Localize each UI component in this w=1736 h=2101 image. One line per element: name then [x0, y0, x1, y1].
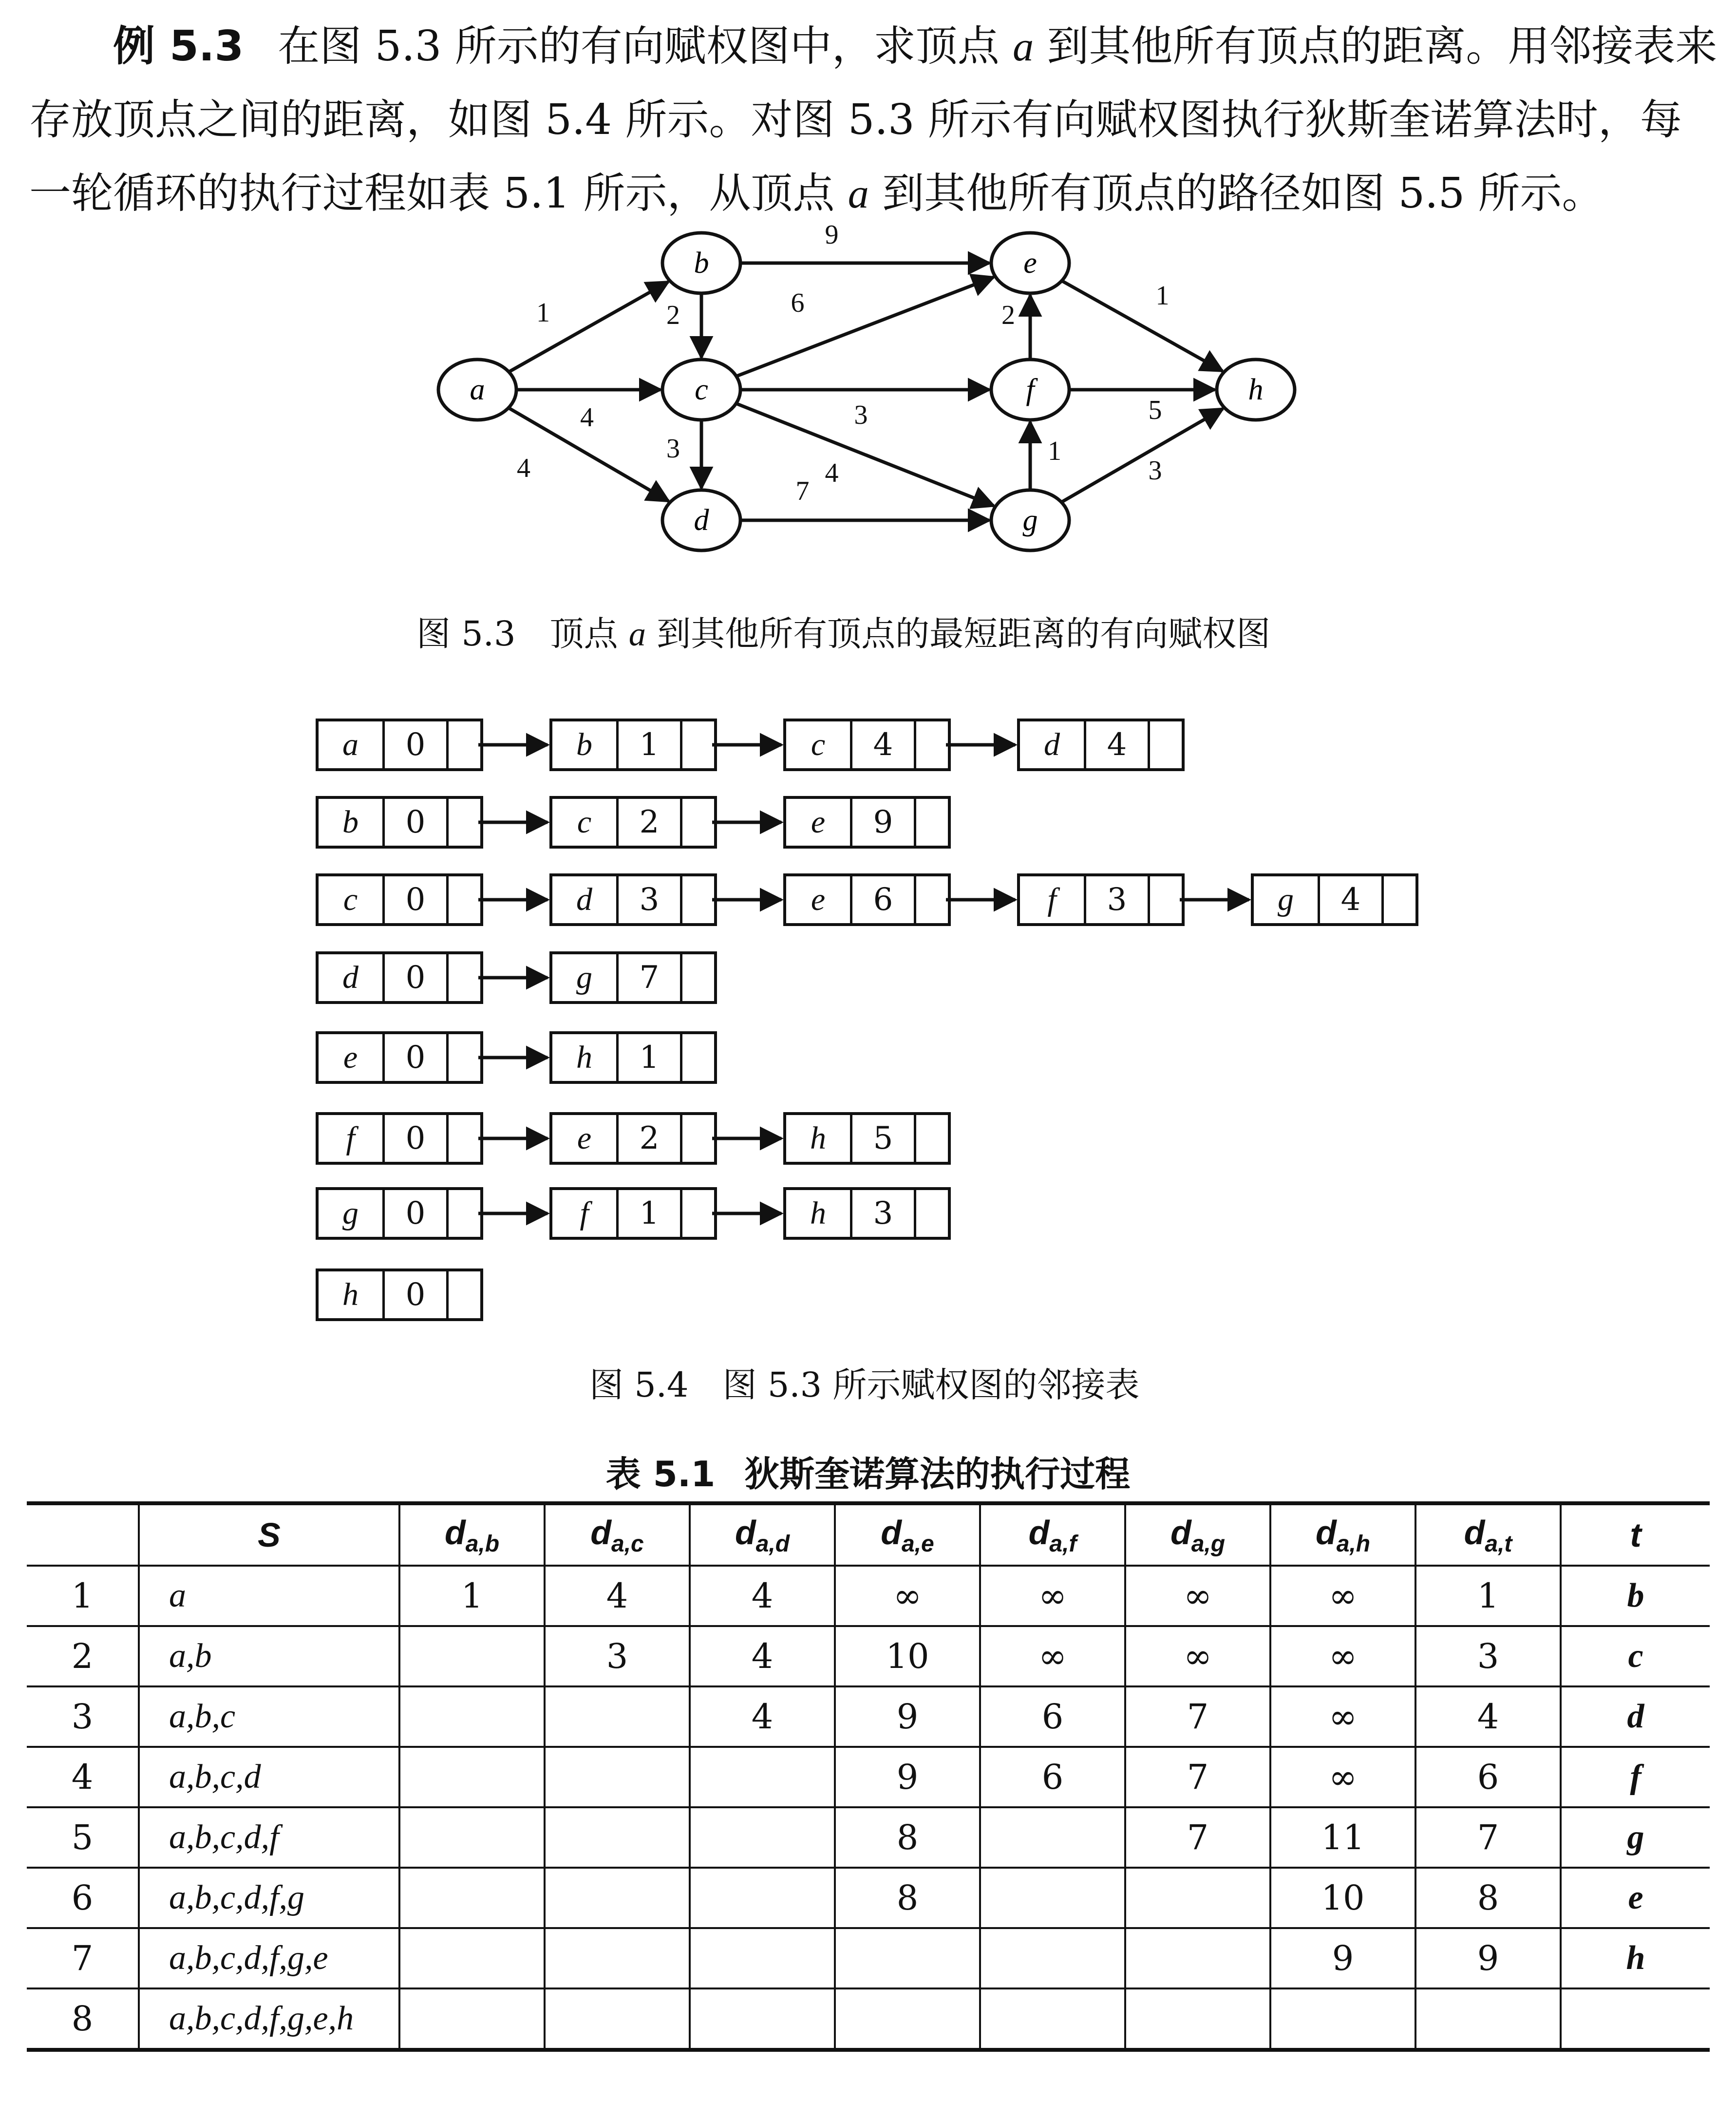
table-cell: 9: [835, 1747, 980, 1807]
adj-node-weight: 0: [385, 1271, 449, 1318]
adj-node-vertex: c: [786, 721, 852, 768]
adj-node-weight: 2: [619, 1115, 682, 1162]
adj-node-pointer: [1384, 876, 1415, 923]
adj-node-vertex: c: [319, 876, 385, 923]
table-cell: [690, 1807, 835, 1868]
table-cell: 3: [545, 1626, 690, 1686]
table-row: [27, 1566, 1710, 1626]
table-cell: 1: [27, 1566, 139, 1626]
table-cell: [980, 1868, 1125, 1928]
table-cell: [690, 1868, 835, 1928]
table-cell: [835, 1928, 980, 1988]
adj-node-weight: 3: [852, 1190, 916, 1237]
graph-node-label-a: a: [470, 373, 485, 406]
adj-node-pointer: [682, 1115, 714, 1162]
table-cell: [980, 1807, 1125, 1868]
table-cell: 7: [1125, 1807, 1270, 1868]
edge-weight-f-e: 2: [1001, 300, 1015, 330]
adj-node-vertex: h: [786, 1115, 852, 1162]
table-cell: [1125, 1868, 1270, 1928]
table-cell: 2: [27, 1626, 139, 1686]
table-cell: 6: [980, 1747, 1125, 1807]
edge-weight-a-b: 1: [536, 298, 550, 328]
table-cell: [980, 1988, 1125, 2050]
table-cell: 4: [1415, 1686, 1561, 1747]
table-cell: 1: [1415, 1566, 1561, 1626]
graph-node-label-e: e: [1023, 246, 1037, 280]
adj-node-pointer: [916, 876, 948, 923]
adj-node-vertex: g: [1254, 876, 1320, 923]
table-cell: a,b,c: [139, 1686, 399, 1747]
adj-node-pointer: [449, 876, 480, 923]
adj-node-h-row-7: [783, 1187, 951, 1240]
table-cell: 5: [27, 1807, 139, 1868]
edge-weight-c-e: 6: [791, 288, 805, 318]
adj-node-vertex: f: [1020, 876, 1086, 923]
table-row: [27, 1626, 1710, 1686]
adj-node-b-row-1: [549, 719, 717, 771]
table-cell: 8: [835, 1807, 980, 1868]
adj-node-vertex: e: [786, 876, 852, 923]
table-cell: 9: [1270, 1928, 1415, 1988]
table-header-0: [27, 1503, 139, 1566]
adj-node-vertex: c: [552, 799, 619, 846]
table-body: [27, 1566, 1710, 2050]
adj-node-vertex: g: [552, 954, 619, 1001]
table-cell: a,b,c,d,f: [139, 1807, 399, 1868]
figure-5-3-caption: 图 5.3 顶点 a 到其他所有顶点的最短距离的有向赋权图: [416, 614, 1271, 654]
adj-node-vertex: f: [552, 1190, 619, 1237]
adj-node-weight: 0: [385, 799, 449, 846]
adj-node-vertex: d: [319, 954, 385, 1001]
table-cell: 10: [1270, 1868, 1415, 1928]
table-cell: e: [1561, 1868, 1710, 1928]
table-cell: [545, 1747, 690, 1807]
adj-node-b-row-2: [316, 796, 483, 849]
adj-node-pointer: [449, 721, 480, 768]
table-cell: [399, 1928, 545, 1988]
adj-node-weight: 2: [619, 799, 682, 846]
table-cell: [545, 1928, 690, 1988]
table-row: [27, 1807, 1710, 1868]
table-cell: 9: [835, 1686, 980, 1747]
table-cell: [980, 1928, 1125, 1988]
adj-node-e-row-3: [783, 873, 951, 926]
figure-5-4-caption: 图 5.4 图 5.3 所示赋权图的邻接表: [589, 1365, 1140, 1405]
edge-weight-c-d: 3: [666, 434, 680, 464]
table-header-2: $d_{a,b}$: [399, 1503, 545, 1566]
adj-node-vertex: b: [319, 799, 385, 846]
adj-node-weight: 6: [852, 876, 916, 923]
table-cell: a,b,c,d,f,g: [139, 1868, 399, 1928]
adj-node-weight: 5: [852, 1115, 916, 1162]
adj-node-vertex: f: [319, 1115, 385, 1162]
table-cell: [1125, 1988, 1270, 2050]
graph-node-label-c: c: [695, 373, 708, 406]
edge-weight-g-f: 1: [1048, 436, 1061, 466]
table-cell: 7: [1125, 1686, 1270, 1747]
table-cell: a: [139, 1566, 399, 1626]
table-cell: 8: [27, 1988, 139, 2050]
adj-node-weight: 0: [385, 1034, 449, 1081]
adj-node-pointer: [682, 1190, 714, 1237]
table-cell: a,b,c,d,f,g,e,h: [139, 1988, 399, 2050]
graph-node-label-d: d: [694, 504, 709, 537]
edge-weight-b-c: 2: [666, 300, 680, 330]
table-cell: 3: [27, 1686, 139, 1747]
table-cell: 7: [27, 1928, 139, 1988]
table-cell: a,b,c,d: [139, 1747, 399, 1807]
table-cell: [399, 1807, 545, 1868]
table-cell: [1125, 1928, 1270, 1988]
adj-node-h-row-8: [316, 1268, 483, 1321]
adj-node-e-row-6: [549, 1112, 717, 1165]
adj-node-pointer: [682, 1034, 714, 1081]
table-cell: ∞: [1125, 1626, 1270, 1686]
graph-node-label-g: g: [1022, 504, 1038, 537]
adj-node-pointer: [449, 1190, 480, 1237]
table-cell: [399, 1868, 545, 1928]
dijkstra-execution-table: [27, 1501, 1710, 2052]
edge-weight-a-c: 4: [580, 402, 594, 433]
intro-line-3: 一轮循环的执行过程如表 5.1 所示，从顶点 a 到其他所有顶点的路径如图 5.5 所示。: [29, 169, 1604, 218]
adj-node-d-row-4: [316, 951, 483, 1004]
adj-node-pointer: [449, 799, 480, 846]
adj-node-vertex: h: [319, 1271, 385, 1318]
table-row: [27, 1868, 1710, 1928]
table-cell: 10: [835, 1626, 980, 1686]
table-cell: [545, 1807, 690, 1868]
adj-node-weight: 4: [1320, 876, 1384, 923]
adj-node-pointer: [682, 876, 714, 923]
table-cell: d: [1561, 1686, 1710, 1747]
edge-weight-g-h: 3: [1148, 455, 1162, 486]
edge-weight-f-h: 5: [1148, 395, 1162, 425]
adj-node-weight: 0: [385, 954, 449, 1001]
table-cell: 8: [835, 1868, 980, 1928]
table-cell: ∞: [1125, 1566, 1270, 1626]
adj-node-pointer: [682, 954, 714, 1001]
adj-node-pointer: [916, 1190, 948, 1237]
adj-node-g-row-3: [1251, 873, 1418, 926]
intro-line-2: 存放顶点之间的距离，如图 5.4 所示。对图 5.3 所示有向赋权图执行狄斯奎诺算法时，每: [29, 95, 1682, 144]
adj-node-f-row-6: [316, 1112, 483, 1165]
adj-node-weight: 0: [385, 1115, 449, 1162]
table-header-row: [27, 1503, 1710, 1566]
adj-node-weight: 1: [619, 1190, 682, 1237]
table-cell: ∞: [1270, 1566, 1415, 1626]
adj-node-weight: 7: [619, 954, 682, 1001]
adj-node-weight: 0: [385, 876, 449, 923]
table-row: [27, 1747, 1710, 1807]
edge-weight-c-g: 4: [825, 458, 839, 488]
adj-node-pointer: [916, 721, 948, 768]
table-cell: [545, 1686, 690, 1747]
graph-edge-g-h: [1061, 409, 1223, 502]
table-cell: [1415, 1988, 1561, 2050]
table-row: [27, 1928, 1710, 1988]
table-cell: 1: [399, 1566, 545, 1626]
adj-node-e-row-2: [783, 796, 951, 849]
adj-node-vertex: b: [552, 721, 619, 768]
adj-node-pointer: [449, 1271, 480, 1318]
table-cell: 9: [1415, 1928, 1561, 1988]
table-cell: 4: [690, 1626, 835, 1686]
table-cell: h: [1561, 1928, 1710, 1988]
table-header-7: $d_{a,g}$: [1125, 1503, 1270, 1566]
adj-node-weight: 3: [619, 876, 682, 923]
adj-node-pointer: [1150, 721, 1182, 768]
table-cell: 3: [1415, 1626, 1561, 1686]
table-cell: 4: [690, 1686, 835, 1747]
adj-node-c-row-1: [783, 719, 951, 771]
graph-node-label-b: b: [694, 246, 709, 280]
table-row: [27, 1988, 1710, 2050]
edge-weight-e-h: 1: [1155, 281, 1170, 311]
graph-edge-e-h: [1062, 281, 1223, 371]
adj-node-weight: 4: [852, 721, 916, 768]
table-cell: a,b: [139, 1626, 399, 1686]
table-header-8: $d_{a,h}$: [1270, 1503, 1415, 1566]
edge-weight-c-f: 3: [854, 400, 868, 430]
adj-node-e-row-5: [316, 1031, 483, 1084]
table-cell: ∞: [1270, 1686, 1415, 1747]
table-cell: [835, 1988, 980, 2050]
edge-weight-a-d: 4: [517, 453, 530, 483]
adj-node-vertex: e: [786, 799, 852, 846]
table-cell: [690, 1988, 835, 2050]
table-cell: [545, 1988, 690, 2050]
adj-node-pointer: [682, 799, 714, 846]
edge-weight-b-e: 9: [825, 220, 839, 250]
adj-node-weight: 9: [852, 799, 916, 846]
adj-node-vertex: d: [552, 876, 619, 923]
table-cell: a,b,c,d,f,g,e: [139, 1928, 399, 1988]
graph-edge-c-e: [736, 277, 994, 376]
table-header-5: $d_{a,e}$: [835, 1503, 980, 1566]
adj-node-g-row-7: [316, 1187, 483, 1240]
table-cell: [399, 1626, 545, 1686]
table-cell: ∞: [1270, 1747, 1415, 1807]
example-label: 例 5.3: [113, 22, 244, 71]
adj-node-vertex: h: [552, 1034, 619, 1081]
directed-weighted-graph: [0, 0, 1736, 599]
adj-node-vertex: g: [319, 1190, 385, 1237]
adj-node-vertex: e: [552, 1115, 619, 1162]
adj-node-pointer: [916, 799, 948, 846]
adj-node-c-row-2: [549, 796, 717, 849]
table-cell: g: [1561, 1807, 1710, 1868]
adj-node-vertex: h: [786, 1190, 852, 1237]
table-cell: f: [1561, 1747, 1710, 1807]
adj-node-f-row-7: [549, 1187, 717, 1240]
table-cell: 7: [1125, 1747, 1270, 1807]
table-cell: c: [1561, 1626, 1710, 1686]
table-cell: 4: [27, 1747, 139, 1807]
adj-node-vertex: d: [1020, 721, 1086, 768]
table-cell: [1270, 1988, 1415, 2050]
graph-edge-a-b: [509, 282, 668, 372]
table-header-9: $d_{a,t}$: [1415, 1503, 1561, 1566]
graph-node-label-h: h: [1248, 373, 1264, 406]
adj-node-c-row-3: [316, 873, 483, 926]
table-cell: ∞: [980, 1626, 1125, 1686]
adj-node-pointer: [449, 954, 480, 1001]
table-cell: 6: [980, 1686, 1125, 1747]
intro-line-1: 例 5.3 在图 5.3 所示的有向赋权图中，求顶点 a 到其他所有顶点的距离。用邻接表来: [113, 22, 1717, 71]
adj-node-h-row-6: [783, 1112, 951, 1165]
table-cell: [690, 1747, 835, 1807]
adj-node-pointer: [916, 1115, 948, 1162]
graph-node-label-f: f: [1026, 373, 1035, 406]
adj-node-pointer: [682, 721, 714, 768]
table-row: [27, 1686, 1710, 1747]
table-cell: ∞: [980, 1566, 1125, 1626]
adj-node-pointer: [449, 1115, 480, 1162]
adj-node-vertex: e: [319, 1034, 385, 1081]
adj-node-weight: 4: [1086, 721, 1150, 768]
table-cell: 6: [27, 1868, 139, 1928]
adj-node-weight: 1: [619, 1034, 682, 1081]
table-cell: 11: [1270, 1807, 1415, 1868]
table-5-1-title: 表 5.1 狄斯奎诺算法的执行过程: [605, 1454, 1131, 1495]
adj-node-pointer: [1150, 876, 1182, 923]
adj-node-d-row-1: [1017, 719, 1185, 771]
adj-node-f-row-3: [1017, 873, 1185, 926]
table-cell: [1561, 1988, 1710, 2050]
adj-node-weight: 0: [385, 1190, 449, 1237]
table-header-3: $d_{a,c}$: [545, 1503, 690, 1566]
table-cell: [545, 1868, 690, 1928]
table-cell: 4: [545, 1566, 690, 1626]
table-cell: ∞: [1270, 1626, 1415, 1686]
table-cell: ∞: [835, 1566, 980, 1626]
adj-node-g-row-4: [549, 951, 717, 1004]
table-cell: [399, 1686, 545, 1747]
adj-node-weight: 3: [1086, 876, 1150, 923]
adj-node-pointer: [449, 1034, 480, 1081]
adj-node-weight: 1: [619, 721, 682, 768]
table-cell: 6: [1415, 1747, 1561, 1807]
table-header-6: $d_{a,f}$: [980, 1503, 1125, 1566]
table-header-4: $d_{a,d}$: [690, 1503, 835, 1566]
adj-node-a-row-1: [316, 719, 483, 771]
table-cell: 7: [1415, 1807, 1561, 1868]
table-cell: 4: [690, 1566, 835, 1626]
table-header-1: S: [139, 1503, 399, 1566]
adj-node-weight: 0: [385, 721, 449, 768]
adj-node-d-row-3: [549, 873, 717, 926]
adj-node-h-row-5: [549, 1031, 717, 1084]
adj-node-vertex: a: [319, 721, 385, 768]
table-cell: [690, 1928, 835, 1988]
table-cell: [399, 1988, 545, 2050]
table-cell: b: [1561, 1566, 1710, 1626]
table-cell: 8: [1415, 1868, 1561, 1928]
table-cell: [399, 1747, 545, 1807]
table-header-10: t: [1561, 1503, 1710, 1566]
edge-weight-d-g: 7: [795, 476, 810, 506]
